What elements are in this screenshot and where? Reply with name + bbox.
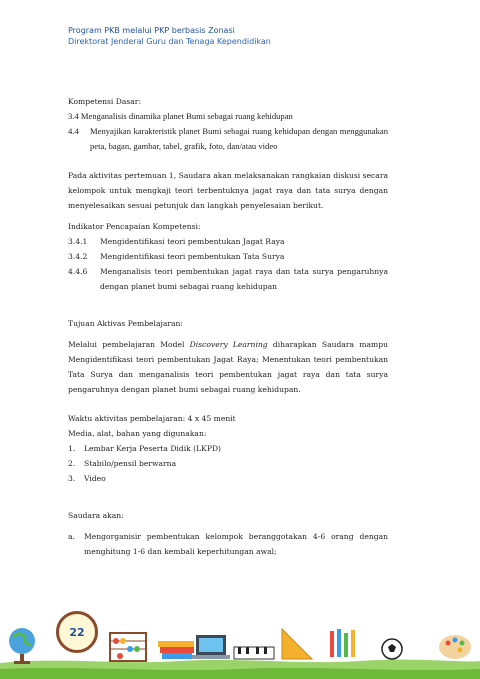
kd-heading: Kompetensi Dasar: [68, 97, 142, 106]
header-title: Program PKB melalui PKP berbasis Zonasi [68, 26, 235, 35]
ipk-item-text: Mengidentifikasi teori pembentukan Jagat Raya [100, 237, 285, 246]
page-number: 22 [56, 611, 98, 653]
ipk-heading: Indikator Pencapaian Kompetensi: [68, 222, 201, 231]
saudara-item-a-text: Mengorganisir pembentukan kelompok beranggotakan 4-6 orang dengan menghitung 1-6 dan kembali keperhitungan awal; [84, 532, 388, 556]
tujuan-paragraph [68, 337, 388, 397]
ipk-item [68, 264, 388, 294]
ipk-item-text: Menganalisis teori pembentukan jagat raya dan tata surya pengaruhnya dengan planet bumi sebagai ruang kehidupan [100, 267, 388, 291]
media-item-number: 1. [68, 444, 76, 453]
media-item [68, 441, 388, 456]
ipk-item-number: 3.4.1 [68, 237, 88, 246]
tujuan-text-after: diharapkan Saudara mampu Mengidentifikasi teori pembentukan Jagat Raya; Menentukan teori pembentukan Tata Surya dan menganalisis teori pembentukan jagat raya dan tata surya pengaruhnya dengan planet bumi sebagai ruang kehidupan. [68, 340, 388, 394]
media-item-number: 3. [68, 474, 76, 483]
media-item-number: 2. [68, 459, 76, 468]
media-item-text: Video [84, 474, 106, 483]
media-item [68, 456, 388, 471]
header-subtitle: Direktorat Jenderal Guru dan Tenaga Kependidikan [68, 37, 271, 46]
kd-item-2-text: Menyajikan karakteristik planet Bumi sebagai ruang kehidupan dengan menggunakan peta, bagan, gambar, tabel, grafik, foto, dan/atau video [90, 126, 388, 151]
ipk-item [68, 234, 388, 249]
media-item [68, 471, 388, 486]
globe-icon [9, 628, 35, 664]
saudara-item-a [68, 529, 388, 559]
media-item-text: Lembar Kerja Peserta Didik (LKPD) [84, 444, 221, 453]
palette-icon [439, 635, 471, 659]
ipk-item-number: 4.4.6 [68, 267, 88, 276]
triangle-ruler-icon [282, 629, 312, 659]
tujuan-heading: Tujuan Aktivas Pembelajaran: [68, 319, 183, 328]
model-name: Discovery Learning [189, 340, 268, 349]
laptop-icon [192, 635, 230, 659]
ball-icon [382, 639, 402, 659]
media-item-text: Stabilo/pensil berwarna [84, 459, 177, 468]
ipk-item-text: Mengidentifikasi teori pembentukan Tata Surya [100, 252, 285, 261]
ipk-item-number: 3.4.2 [68, 252, 88, 261]
books-icon [158, 641, 194, 659]
saudara-item-a-letter: a. [68, 532, 75, 541]
ipk-item [68, 249, 388, 264]
page-content [68, 94, 388, 559]
tujuan-text-before: Melalui pembelajaran Model [68, 340, 190, 349]
waktu-line: Waktu aktivitas pembelajaran: 4 x 45 menit [68, 414, 236, 423]
kd-item-2 [68, 124, 388, 154]
abacus-icon [110, 633, 146, 661]
page-header [68, 25, 271, 47]
pencils-icon [330, 629, 355, 657]
intro-paragraph: Pada aktivitas pertemuan 1, Saudara akan melaksanakan rangkaian diskusi secara kelompok untuk mengkaji teori terbentuknya jagat raya dan tata surya dengan menyelesaikan sesuai petunjuk dan langkah penyelesaian berikut. [68, 171, 388, 210]
keyboard-icon [234, 647, 274, 659]
media-heading: Media, alat, bahan yang digunakan: [68, 429, 207, 438]
kd-item-1: 3.4 Menganalisis dinamika planet Bumi sebagai ruang kehidupan [68, 111, 293, 121]
kd-item-2-number: 4.4 [68, 126, 79, 136]
saudara-heading: Saudara akan: [68, 511, 124, 520]
